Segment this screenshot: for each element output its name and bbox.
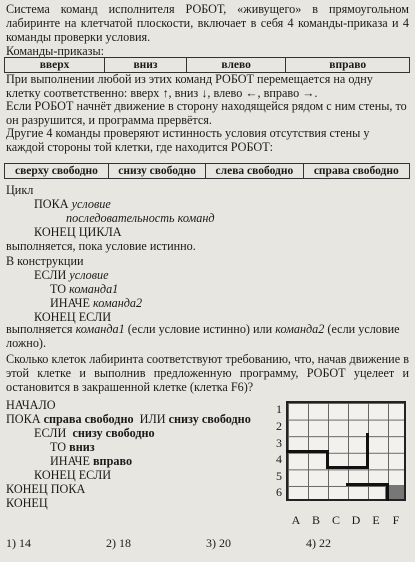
row-label-1: 1 (276, 402, 282, 416)
answer-option-4[interactable]: 4) 22 (306, 536, 331, 550)
prog-line1: НАЧАЛО (6, 398, 56, 412)
order-left: влево (186, 58, 286, 73)
prog-line6: КОНЕЦ ЕСЛИ (34, 468, 112, 482)
loop-line1: ПОКА условие (34, 197, 111, 211)
order-down: вниз (105, 58, 187, 73)
maze-wall (346, 483, 388, 486)
move-text: При выполнении любой из этих команд РОБОТ перемещается на одну клетку соответственно: вверх ↑, вниз ↓, влево ←, вправо →. (6, 72, 373, 100)
prog-line8: КОНЕЦ (6, 496, 48, 510)
col-label-e: E (372, 513, 380, 527)
branch-line2: ТО команда1 (50, 282, 119, 296)
prog-line3: ЕСЛИ снизу свободно (34, 426, 155, 440)
order-right: вправо (286, 58, 410, 73)
check-text: Другие 4 команды проверяют истинность условия отсутствия стены у каждой стороны той клетки, где находится РОБОТ: (6, 126, 370, 154)
row-label-2: 2 (276, 419, 282, 433)
maze-wall (286, 450, 328, 453)
crash-text: Если РОБОТ начнёт движение в сторону находящейся рядом с ним стены, то он разрушится, и программа прервётся. (6, 99, 407, 127)
branch-explain: выполняется команда1 (если условие истинно) или команда2 (если условие ложно). (6, 322, 400, 350)
branch-line3: ИНАЧЕ команда2 (50, 296, 143, 310)
answer-option-2[interactable]: 2) 18 (106, 536, 131, 550)
cond-top: сверху свободно (5, 164, 109, 179)
cond-left: слева свободно (206, 164, 303, 179)
cond-bottom: снизу свободно (108, 164, 205, 179)
question-text: Сколько клеток лабиринта соответствуют требованию, что, начав движение в этой клетке и выполнив предложенную программу, РОБОТ уцелеет и остановится в закрашенной клетке (клетка F6)? (6, 352, 409, 394)
prog-line5: ИНАЧЕ вправо (50, 454, 133, 468)
conditions-table (4, 163, 410, 179)
answer-option-1[interactable]: 1) 14 (6, 536, 31, 550)
orders-label: Команды-приказы: (6, 44, 105, 58)
loop-line4: выполняется, пока условие истинно. (6, 239, 196, 253)
maze-wall (366, 433, 369, 469)
branch-title: В конструкции (6, 254, 84, 268)
row-label-6: 6 (276, 485, 282, 499)
branch-line1: ЕСЛИ условие (34, 268, 109, 282)
cond-right: справа свободно (303, 164, 409, 179)
loop-line2: последовательность команд (66, 211, 215, 225)
order-up: вверх (5, 58, 105, 73)
maze-wall (386, 483, 389, 501)
prog-line2: ПОКА справа свободно ИЛИ снизу свободно (6, 412, 251, 426)
col-label-c: C (331, 513, 340, 527)
answer-option-3[interactable]: 3) 20 (206, 536, 231, 550)
row-label-3: 3 (276, 436, 282, 450)
row-label-4: 4 (276, 452, 282, 466)
loop-line3: КОНЕЦ ЦИКЛА (34, 225, 122, 239)
orders-table (4, 57, 410, 73)
prog-line7: КОНЕЦ ПОКА (6, 482, 86, 496)
loop-title: Цикл (6, 183, 34, 197)
col-label-f: F (392, 513, 400, 527)
prog-line4: ТО вниз (50, 440, 95, 454)
intro-text: Система команд исполнителя РОБОТ, «живущего» в прямоугольном лабиринте на клетчатой плоскости, включает в себя 4 команды-приказа и 4 команды проверки условия. (6, 2, 409, 44)
row-label-5: 5 (276, 469, 282, 483)
branch-line4: КОНЕЦ ЕСЛИ (34, 310, 112, 324)
maze-wall (326, 466, 368, 469)
col-label-d: D (351, 513, 361, 527)
col-label-a: A (291, 513, 301, 527)
col-label-b: B (311, 513, 320, 527)
